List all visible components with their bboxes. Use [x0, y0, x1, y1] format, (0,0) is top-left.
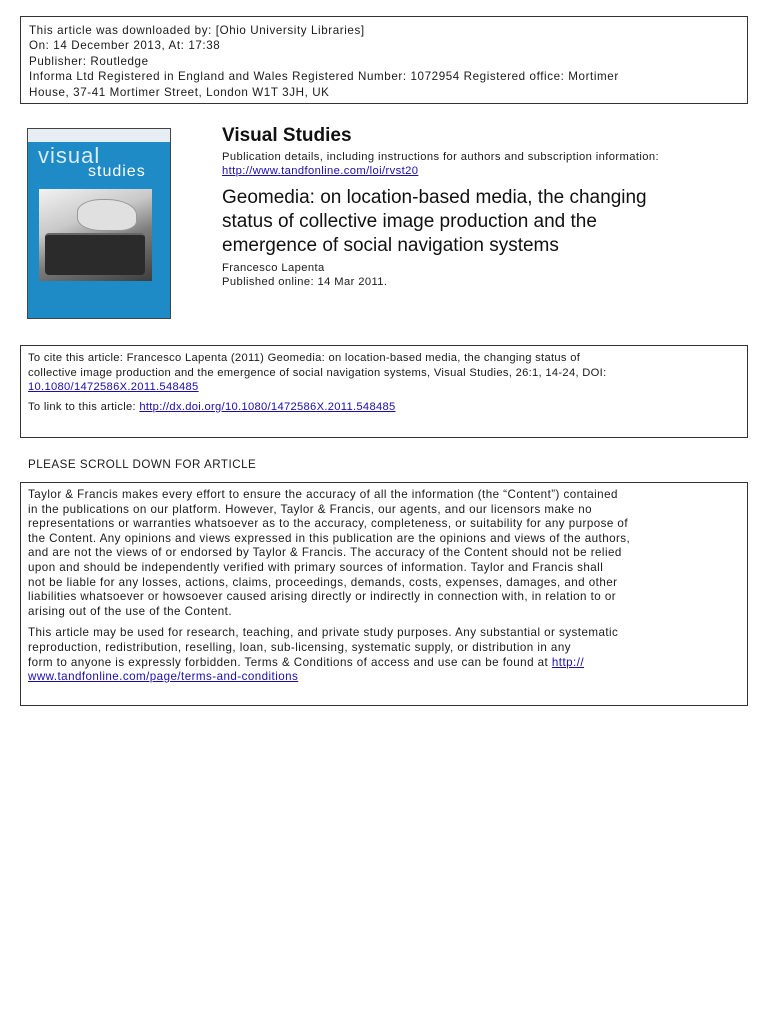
article-link-row [28, 400, 740, 415]
download-line: Informa Ltd Registered in England and Wales Registered Number: 1072954 Registered office: Mortimer [29, 70, 619, 84]
scroll-down-note: PLEASE SCROLL DOWN FOR ARTICLE [28, 458, 257, 471]
disclaimer-paragraph-1 [28, 488, 740, 619]
disclaimer-line: the Content. Any opinions and views expressed in this publication are the opinions and views of the authors, [28, 531, 631, 545]
cover-header-strip [28, 129, 170, 142]
terms-link-part-1[interactable]: http:// [551, 655, 585, 669]
article-title-line: Geomedia: on location-based media, the changing [222, 187, 647, 208]
article-author: Francesco Lapenta [222, 262, 325, 274]
disclaimer-line: upon and should be independently verified with primary sources of information. Taylor and Francis shall [28, 560, 604, 574]
disclaimer-line: arising out of the use of the Content. [28, 604, 233, 618]
disclaimer-line: This article may be used for research, teaching, and private study purposes. Any substantial or systematic [28, 626, 619, 640]
download-info-box [20, 16, 748, 104]
citation-box [20, 345, 748, 438]
cover-photo-hand [77, 199, 137, 231]
article-link-label: To link to this article: [28, 400, 140, 413]
disclaimer-paragraph-2 [28, 626, 740, 684]
article-title-line: status of collective image production and the [222, 211, 597, 232]
journal-title: Visual Studies [222, 125, 352, 146]
doi-link[interactable]: 10.1080/1472586X.2011.548485 [28, 381, 199, 394]
published-date: Published online: 14 Mar 2011. [222, 276, 388, 288]
publication-details: Publication details, including instructions for authors and subscription information: [222, 151, 659, 163]
disclaimer-line: representations or warranties whatsoever as to the accuracy, completeness, or suitability for any purpose of [28, 517, 629, 531]
terms-link-part-2[interactable]: www.tandfonline.com/page/terms-and-conditions [28, 670, 299, 684]
journal-cover-image [27, 128, 171, 319]
article-link[interactable]: http://dx.doi.org/10.1080/1472586X.2011.548485 [139, 400, 396, 413]
download-line: This article was downloaded by: [Ohio University Libraries] [29, 24, 365, 37]
disclaimer-line: reproduction, redistribution, reselling, loan, sub-licensing, systematic supply, or distribution in any [28, 640, 571, 654]
article-title-line: emergence of social navigation systems [222, 235, 559, 256]
article-title [222, 186, 742, 258]
download-line: House, 37-41 Mortimer Street, London W1T 3JH, UK [29, 85, 330, 99]
download-line: Publisher: Routledge [29, 54, 149, 68]
disclaimer-line: in the publications on our platform. However, Taylor & Francis, our agents, and our licensors make no [28, 502, 592, 516]
cover-title-word: visual [38, 143, 101, 168]
cover-photo [39, 189, 152, 281]
citation-line: To cite this article: Francesco Lapenta (2011) Geomedia: on location-based media, the changing status of [28, 352, 581, 364]
disclaimer-box [20, 482, 748, 706]
cover-photo-book [45, 233, 145, 275]
disclaimer-line: liabilities whatsoever or howsoever caused arising directly or indirectly in connection with, in relation to or [28, 590, 617, 604]
citation-line: collective image production and the emergence of social navigation systems, Visual Studies, 26:1, 14-24, DOI: [28, 366, 607, 379]
disclaimer-line-text: form to anyone is expressly forbidden. Terms & Conditions of access and use can be found at [28, 655, 552, 669]
journal-info [222, 125, 742, 289]
disclaimer-line: Taylor & Francis makes every effort to ensure the accuracy of all the information (the “Content”) contained [28, 488, 618, 501]
disclaimer-line [28, 656, 740, 671]
journal-url-link[interactable]: http://www.tandfonline.com/loi/rvst20 [222, 165, 419, 177]
download-line: On: 14 December 2013, At: 17:38 [29, 39, 221, 53]
disclaimer-line: and are not the views of or endorsed by Taylor & Francis. The accuracy of the Content should not be relied [28, 546, 622, 560]
cover-title-word: studies [88, 163, 146, 180]
disclaimer-line: not be liable for any losses, actions, claims, proceedings, demands, costs, expenses, damages, and other [28, 575, 618, 589]
